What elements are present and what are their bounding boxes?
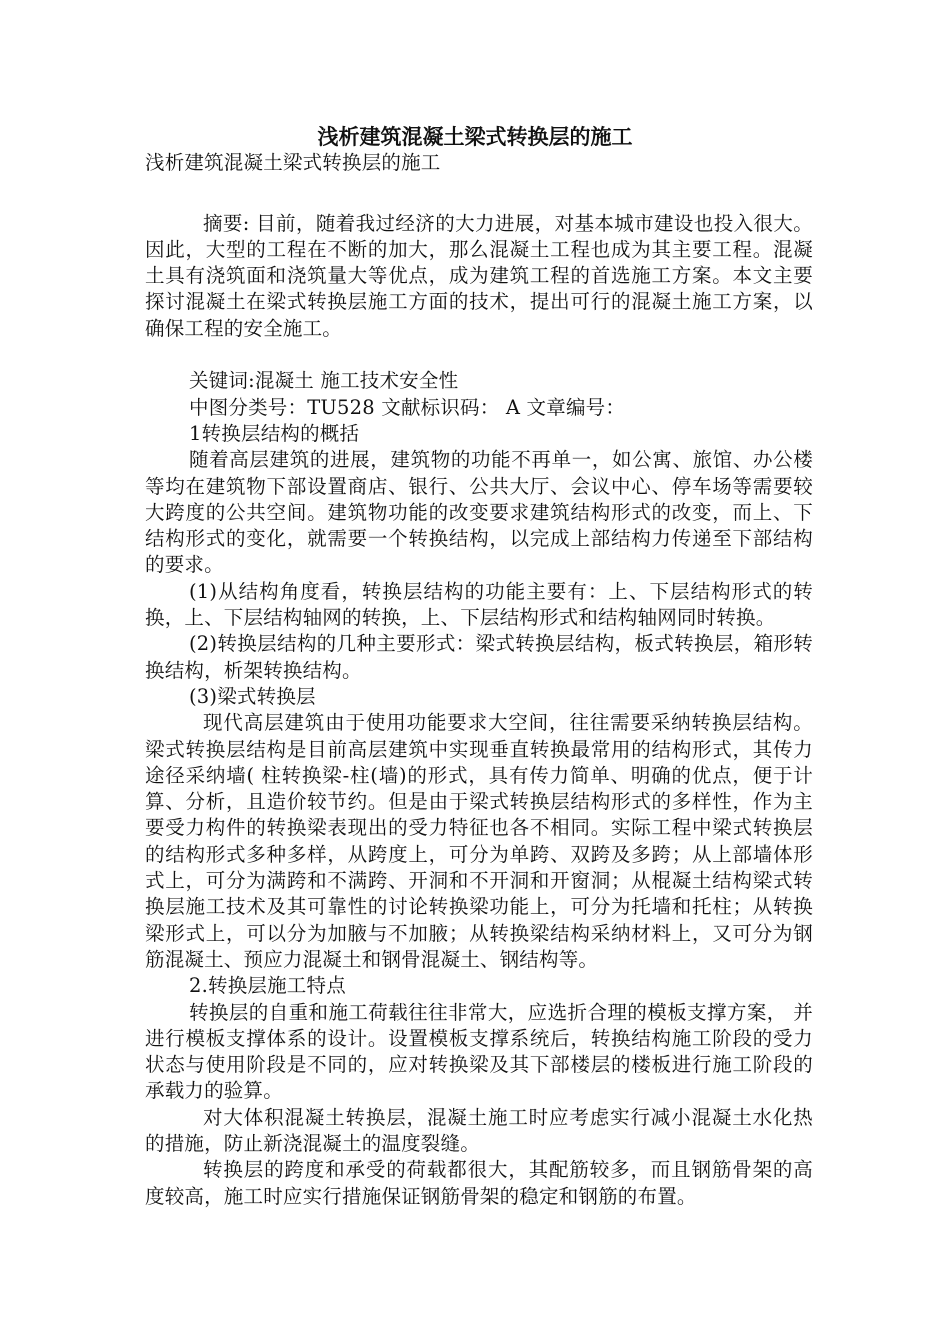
- list-item-3: (3)梁式转换层: [189, 684, 316, 708]
- section-1-heading: 1转换层结构的概括: [189, 421, 360, 445]
- section-2-paragraph-2: 对大体积混凝土转换层，混凝土施工时应考虑实行减小混凝土水化热的措施，防止新浇混凝土的温度裂缝。: [145, 1105, 813, 1155]
- document-title: 浅析建筑混凝土梁式转换层的施工: [317, 124, 633, 149]
- classification-line: 中图分类号：TU528 文献标识码： A 文章编号：: [189, 395, 626, 419]
- section-2-paragraph-3: 转换层的跨度和承受的荷载都很大，其配筋较多，而且钢筋骨架的高度较高，施工时应实行措施保证钢筋骨架的稳定和钢筋的布置。: [145, 1158, 813, 1208]
- list-item-1: (1)从结构角度看，转换层结构的功能主要有：上、下层结构形式的转换，上、下层结构轴网的转换，上、下层结构形式和结构轴网同时转换。: [145, 579, 813, 630]
- spacer: [145, 342, 813, 368]
- section-1-paragraph: 随着高层建筑的进展，建筑物的功能不再单一，如公寓、旅馆、办公楼等均在建筑物下部设置商店、银行、公共大厅、会议中心、停车场等需要较大跨度的公共空间。建筑物功能的改变要求建筑结构形式的改变，而上、下结构形式的变化，就需要一个转换结构，以完成上部结构力传递至下部结构的要求。: [145, 448, 813, 577]
- section-2-heading: 2.转换层施工特点: [189, 974, 346, 998]
- spacer: [145, 203, 813, 211]
- document-body: [145, 150, 813, 1210]
- document-subtitle: 浅析建筑混凝土梁式转换层的施工: [145, 151, 441, 174]
- section-2-paragraph-1: 转换层的自重和施工荷载往往非常大，应选折合理的模板支撑方案， 并进行模板支撑体系的设计。设置模板支撑系统后，转换结构施工阶段的受力状态与使用阶段是不同的，应对转换梁及其下部楼层的楼板进行施工阶段的承载力的验算。: [145, 1000, 813, 1103]
- abstract-paragraph: 摘要: 目前，随着我过经济的大力进展，对基本城市建设也投入很大。因此，大型的工程在不断的加大，那么混凝土工程也成为其主要工程。混凝土具有浇筑面和浇筑量大等优点，成为建筑工程的首选施工方案。本文主要探讨混凝土在梁式转换层施工方面的技术，提出可行的混凝土施工方案，以确保工程的安全施工。: [145, 211, 813, 340]
- keywords-line: 关键词:混凝土 施工技术安全性: [189, 369, 459, 393]
- spacer: [145, 176, 813, 202]
- list-item-2: (2)转换层结构的几种主要形式：梁式转换层结构，板式转换层，箱形转换结构，析架转换结构。: [145, 632, 813, 682]
- list-item-3-paragraph: 现代高层建筑由于使用功能要求大空间，往往需要采纳转换层结构。梁式转换层结构是目前高层建筑中实现垂直转换最常用的结构形式，其传力途径采纳墙( 柱转换梁-柱(墙)的形式，具有传力简单、明确的优点，便于计算、分析，且造价较节约。但是由于梁式转换层结构形式的多样性，作为主要受力构件的转换梁表现出的受力特征也各不相同。实际工程中梁式转换层的结构形式多种多样，从跨度上，可分为单跨、双跨及多跨；从上部墙体形式上，可分为满跨和不满跨、开洞和不开洞和开窗洞；从棍凝土结构梁式转换层施工技术及其可靠性的讨论转换梁功能上，可分为托墙和托柱；从转换梁形式上，可以分为加腋与不加腋；从转换梁结构采纳材料上，又可分为钢筋混凝土、预应力混凝土和钢骨混凝土、钢结构等。: [145, 711, 813, 971]
